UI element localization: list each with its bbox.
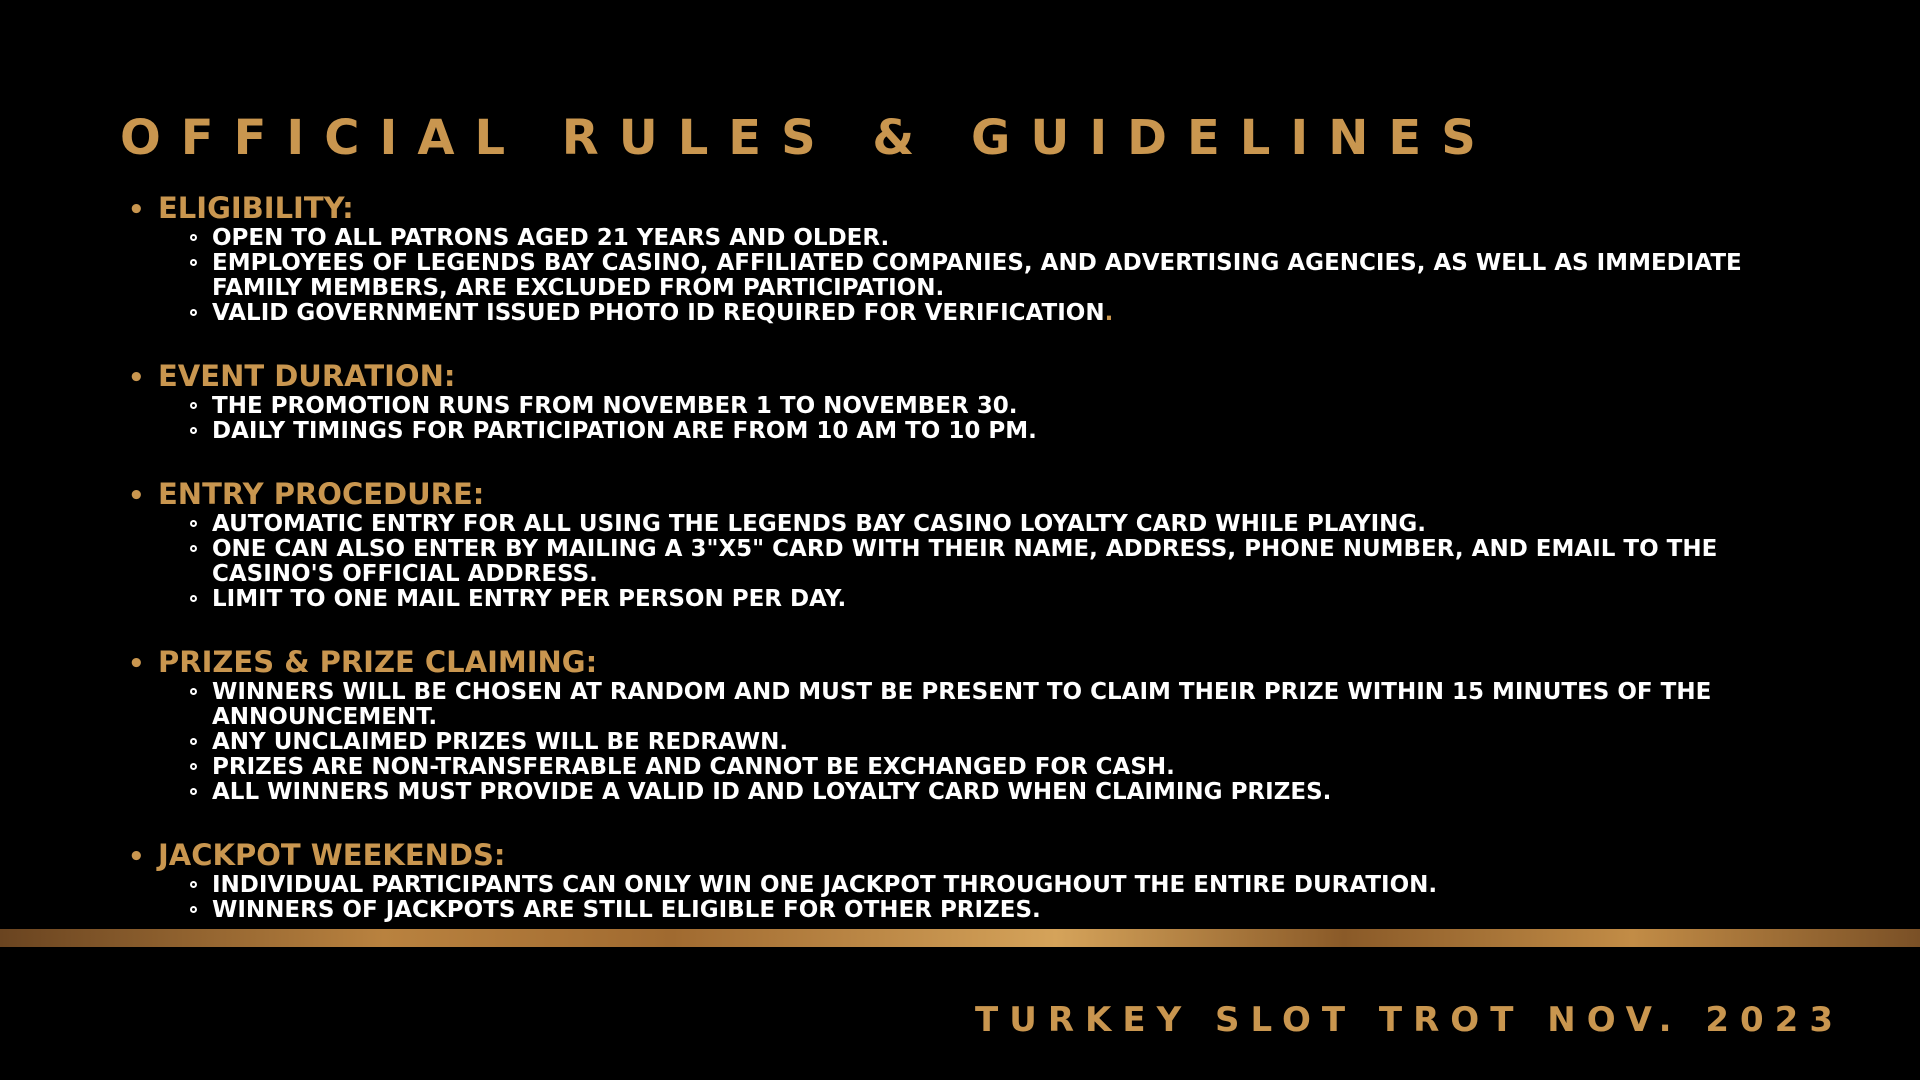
rule-item-text: THE PROMOTION RUNS FROM NOVEMBER 1 TO NOVEMBER 30. bbox=[212, 393, 1018, 419]
rule-item bbox=[190, 301, 1828, 326]
rule-item bbox=[190, 898, 1828, 923]
section-heading-text: JACKPOT WEEKENDS: bbox=[158, 838, 506, 872]
circle-bullet-icon bbox=[190, 259, 197, 266]
circle-bullet-icon bbox=[190, 234, 197, 241]
event-footer: TURKEY SLOT TROT NOV. 2023 bbox=[975, 1000, 1844, 1040]
section-heading bbox=[128, 192, 1828, 226]
rule-item bbox=[190, 755, 1828, 780]
rule-item-text: LIMIT TO ONE MAIL ENTRY PER PERSON PER DAY. bbox=[212, 586, 847, 612]
rule-item bbox=[190, 587, 1828, 612]
rule-item-text: PRIZES ARE NON-TRANSFERABLE AND CANNOT BE EXCHANGED FOR CASH. bbox=[212, 754, 1175, 780]
rule-section bbox=[128, 646, 1828, 805]
trailing-period: . bbox=[1104, 300, 1114, 326]
circle-bullet-icon bbox=[190, 402, 197, 409]
rule-item bbox=[190, 512, 1828, 537]
bullet-icon: • bbox=[128, 195, 145, 225]
page-title: OFFICIAL RULES & GUIDELINES bbox=[120, 110, 1496, 166]
section-heading bbox=[128, 646, 1828, 680]
rule-item-text: OPEN TO ALL PATRONS AGED 21 YEARS AND OLDER. bbox=[212, 225, 890, 251]
rule-section bbox=[128, 192, 1828, 326]
rule-section bbox=[128, 360, 1828, 444]
circle-bullet-icon bbox=[190, 545, 197, 552]
rule-item-text: ALL WINNERS MUST PROVIDE A VALID ID AND LOYALTY CARD WHEN CLAIMING PRIZES. bbox=[212, 779, 1332, 805]
rule-item-text: WINNERS OF JACKPOTS ARE STILL ELIGIBLE FOR OTHER PRIZES. bbox=[212, 897, 1041, 923]
section-items bbox=[128, 680, 1828, 805]
circle-bullet-icon bbox=[190, 309, 197, 316]
circle-bullet-icon bbox=[190, 788, 197, 795]
bullet-icon: • bbox=[128, 363, 145, 393]
rule-section bbox=[128, 478, 1828, 612]
section-heading-text: ENTRY PROCEDURE: bbox=[158, 477, 485, 511]
rule-item-text: DAILY TIMINGS FOR PARTICIPATION ARE FROM 10 AM TO 10 PM. bbox=[212, 418, 1037, 444]
rule-item bbox=[190, 419, 1828, 444]
rule-item-text: VALID GOVERNMENT ISSUED PHOTO ID REQUIRED FOR VERIFICATION bbox=[212, 300, 1105, 326]
rule-item bbox=[190, 780, 1828, 805]
rule-item bbox=[190, 251, 1828, 301]
rule-item-text: ONE CAN ALSO ENTER BY MAILING A 3"X5" CARD WITH THEIR NAME, ADDRESS, PHONE NUMBER, AND EMAIL TO THE CASINO'S OFFICIAL ADDRESS. bbox=[212, 536, 1718, 587]
rule-item bbox=[190, 537, 1828, 587]
gold-divider-band bbox=[0, 929, 1920, 947]
circle-bullet-icon bbox=[190, 427, 197, 434]
rule-item bbox=[190, 730, 1828, 755]
circle-bullet-icon bbox=[190, 763, 197, 770]
circle-bullet-icon bbox=[190, 881, 197, 888]
bullet-icon: • bbox=[128, 481, 145, 511]
section-heading bbox=[128, 478, 1828, 512]
section-items bbox=[128, 512, 1828, 612]
bullet-icon: • bbox=[128, 649, 145, 679]
section-heading bbox=[128, 839, 1828, 873]
rule-item-text: ANY UNCLAIMED PRIZES WILL BE REDRAWN. bbox=[212, 729, 789, 755]
rule-item-text: EMPLOYEES OF LEGENDS BAY CASINO, AFFILIATED COMPANIES, AND ADVERTISING AGENCIES, AS WELL AS IMMEDIATE FAMILY MEMBERS, ARE EXCLUDED FROM PARTICIPATION. bbox=[212, 250, 1742, 301]
rule-item bbox=[190, 394, 1828, 419]
rules-list bbox=[128, 192, 1828, 957]
section-heading-text: ELIGIBILITY: bbox=[158, 191, 354, 225]
circle-bullet-icon bbox=[190, 738, 197, 745]
rule-item bbox=[190, 680, 1828, 730]
section-items bbox=[128, 394, 1828, 444]
section-heading-text: EVENT DURATION: bbox=[158, 359, 456, 393]
circle-bullet-icon bbox=[190, 520, 197, 527]
rule-item-text: INDIVIDUAL PARTICIPANTS CAN ONLY WIN ONE JACKPOT THROUGHOUT THE ENTIRE DURATION. bbox=[212, 872, 1438, 898]
circle-bullet-icon bbox=[190, 595, 197, 602]
circle-bullet-icon bbox=[190, 688, 197, 695]
section-items bbox=[128, 226, 1828, 326]
section-items bbox=[128, 873, 1828, 923]
circle-bullet-icon bbox=[190, 906, 197, 913]
rule-section bbox=[128, 839, 1828, 923]
section-heading bbox=[128, 360, 1828, 394]
rule-item bbox=[190, 226, 1828, 251]
rule-item-text: AUTOMATIC ENTRY FOR ALL USING THE LEGENDS BAY CASINO LOYALTY CARD WHILE PLAYING. bbox=[212, 511, 1427, 537]
section-heading-text: PRIZES & PRIZE CLAIMING: bbox=[158, 645, 598, 679]
rule-item bbox=[190, 873, 1828, 898]
bullet-icon: • bbox=[128, 842, 145, 872]
rule-item-text: WINNERS WILL BE CHOSEN AT RANDOM AND MUST BE PRESENT TO CLAIM THEIR PRIZE WITHIN 15 MINUTES OF THE ANNOUNCEMENT. bbox=[212, 679, 1712, 730]
